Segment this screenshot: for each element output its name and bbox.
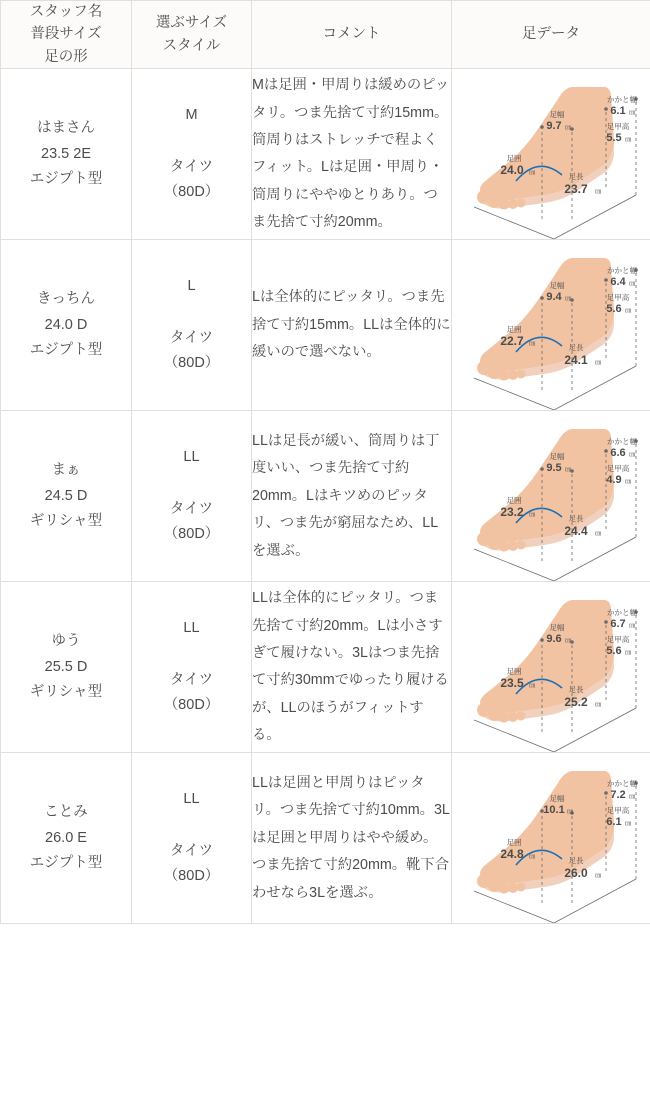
column-header-footdata (452, 1, 650, 69)
column-header-comment (252, 1, 452, 69)
label-instep-height: 足甲高 (606, 122, 629, 132)
unit-foot-length: ㎝ (594, 359, 601, 367)
header-line: スタッフ名 (29, 4, 103, 20)
foot-illustration (454, 69, 649, 239)
unit-heel-width: ㎝ (628, 109, 635, 117)
value-foot-width: 9.7 (545, 120, 562, 133)
staff-cell (1, 753, 132, 924)
style-line-2: （80D） (163, 184, 220, 201)
label-instep-height: 足甲高 (606, 293, 629, 303)
label-foot-width: 足幅 (549, 623, 564, 633)
staff-foot-shape: エジプト型 (29, 855, 103, 872)
staff-foot-shape: ギリシャ型 (29, 513, 103, 530)
staff-name: はまさん (37, 120, 95, 137)
staff-name: まぁ (51, 462, 81, 479)
column-header-staff (1, 1, 132, 69)
staff-foot-shape: エジプト型 (29, 171, 103, 188)
value-foot-girth: 24.8 (499, 847, 524, 862)
style-line-2: （80D） (163, 868, 220, 885)
staff-usual-size: 23.5 2E (41, 145, 91, 162)
value-instep-height: 5.6 (605, 645, 622, 658)
staff-usual-size: 24.5 D (44, 487, 88, 504)
label-foot-girth: 足囲 (506, 325, 521, 335)
label-foot-width: 足幅 (549, 794, 564, 804)
comment-cell: LLは全体的にピッタリ。つま先捨て寸約20mm。Lは小さすぎて履けない。3Lはつま先捨て寸約30mmでゆったり履けるが、LLのほうがフィットする。 (252, 582, 452, 753)
table-row (1, 582, 650, 753)
chosen-style (132, 155, 251, 206)
label-heel-width: かかと幅 (606, 779, 637, 789)
unit-foot-width: ㎝ (564, 637, 571, 645)
chosen-style (132, 668, 251, 719)
unit-foot-width: ㎝ (564, 124, 571, 132)
table-header (1, 1, 650, 69)
comment-cell: LLは足囲と甲周りはピッタリ。つま先捨て寸約10mm。3Lは足囲と甲周りはやや緩め。つま先捨て寸約20mm。靴下合わせなら3Lを選ぶ。 (252, 753, 452, 924)
header-line: 普段サイズ (30, 26, 102, 43)
staff-usual-size: 25.5 D (44, 658, 88, 675)
foot-data-cell (452, 240, 650, 411)
style-line-2: （80D） (163, 697, 220, 714)
unit-foot-width: ㎝ (564, 466, 571, 474)
staff-cell (1, 582, 132, 753)
unit-instep-height: ㎝ (624, 136, 631, 144)
value-foot-width: 9.5 (545, 462, 562, 475)
comment-cell: Mは足囲・甲周りは緩めのピッタリ。つま先捨て寸約15mm。筒周りはストレッチで程よくフィット。Lは足囲・甲周り・筒周りにややゆとりあり。つま先捨て寸約20mm。 (252, 69, 452, 240)
unit-instep-height: ㎝ (624, 307, 631, 315)
label-foot-length: 足長 (568, 856, 583, 866)
staff-cell (1, 411, 132, 582)
table-row (1, 69, 650, 240)
foot-diagram (454, 69, 649, 239)
unit-heel-width: ㎝ (628, 451, 635, 459)
foot-shape (477, 600, 614, 723)
unit-foot-length: ㎝ (594, 530, 601, 538)
staff-name: きっちん (37, 291, 95, 308)
label-heel-width: かかと幅 (606, 437, 637, 447)
foot-diagram (454, 411, 649, 581)
staff-cell (1, 69, 132, 240)
style-line-1: タイツ (169, 329, 214, 346)
value-heel-width: 6.1 (609, 105, 626, 118)
foot-illustration (454, 582, 649, 752)
table-row (1, 753, 650, 924)
chosen-style (132, 839, 251, 890)
foot-illustration (454, 240, 649, 410)
choice-cell (132, 753, 252, 924)
style-line-1: タイツ (169, 500, 214, 517)
value-foot-length: 24.4 (563, 524, 588, 539)
label-foot-length: 足長 (568, 172, 583, 182)
staff-usual-size: 24.0 D (44, 316, 88, 333)
foot-shape (477, 429, 614, 552)
chosen-size: LL (183, 791, 200, 808)
foot-shape (477, 771, 614, 894)
chosen-size: LL (183, 620, 200, 637)
value-instep-height: 5.6 (605, 303, 622, 316)
staff-foot-shape: ギリシャ型 (29, 684, 103, 701)
value-foot-girth: 24.0 (499, 163, 524, 178)
value-foot-width: 10.1 (542, 804, 565, 817)
value-foot-girth: 22.7 (499, 334, 524, 349)
foot-data-cell (452, 753, 650, 924)
unit-foot-width: ㎝ (566, 808, 573, 816)
header-line: 足の形 (44, 48, 88, 65)
foot-diagram (454, 582, 649, 752)
label-foot-width: 足幅 (549, 281, 564, 291)
unit-foot-width: ㎝ (564, 295, 571, 303)
value-foot-width: 9.4 (545, 291, 562, 304)
style-line-2: （80D） (163, 526, 220, 543)
comment-cell: Lは全体的にピッタリ。つま先捨て寸約15mm。LLは全体的に緩いので選べない。 (252, 240, 452, 411)
label-foot-girth: 足囲 (506, 496, 521, 506)
value-foot-length: 24.1 (563, 353, 588, 368)
unit-instep-height: ㎝ (624, 649, 631, 657)
value-foot-girth: 23.5 (499, 676, 524, 691)
choice-cell (132, 582, 252, 753)
foot-data-cell (452, 582, 650, 753)
header-line: スタイル (162, 37, 221, 54)
label-foot-length: 足長 (568, 343, 583, 353)
staff-usual-size: 26.0 E (45, 829, 87, 846)
label-foot-girth: 足囲 (506, 154, 521, 164)
header-line: コメント (322, 26, 381, 43)
value-foot-length: 26.0 (563, 866, 588, 881)
unit-foot-length: ㎝ (594, 701, 601, 709)
value-instep-height: 4.9 (605, 474, 622, 487)
foot-data-cell (452, 411, 650, 582)
value-foot-girth: 23.2 (499, 505, 524, 520)
label-heel-width: かかと幅 (606, 95, 637, 105)
chosen-size: M (185, 107, 198, 124)
table-body (1, 69, 650, 924)
foot-diagram (454, 753, 649, 923)
header-line: 選ぶサイズ (155, 15, 228, 32)
unit-foot-girth: ㎝ (528, 682, 535, 690)
foot-data-cell (452, 69, 650, 240)
foot-shape (477, 258, 614, 381)
label-heel-width: かかと幅 (606, 608, 637, 618)
staff-name: ゆう (51, 633, 81, 650)
value-heel-width: 6.6 (609, 447, 626, 460)
style-line-1: タイツ (169, 842, 214, 859)
style-line-1: タイツ (169, 671, 214, 688)
unit-foot-girth: ㎝ (528, 340, 535, 348)
label-instep-height: 足甲高 (606, 806, 629, 816)
label-instep-height: 足甲高 (606, 635, 629, 645)
label-foot-width: 足幅 (549, 110, 564, 120)
unit-foot-length: ㎝ (594, 188, 601, 196)
foot-shape (477, 87, 614, 210)
header-row (1, 1, 650, 69)
label-instep-height: 足甲高 (606, 464, 629, 474)
unit-heel-width: ㎝ (628, 793, 635, 801)
unit-instep-height: ㎝ (624, 820, 631, 828)
unit-instep-height: ㎝ (624, 478, 631, 486)
value-heel-width: 6.7 (609, 618, 626, 631)
staff-name: ことみ (44, 804, 88, 821)
choice-cell (132, 240, 252, 411)
staff-foot-shape: エジプト型 (29, 342, 103, 359)
value-foot-length: 23.7 (563, 182, 588, 197)
style-line-2: （80D） (163, 355, 220, 372)
foot-illustration (454, 753, 649, 923)
column-header-choice (132, 1, 252, 69)
unit-foot-girth: ㎝ (528, 853, 535, 861)
value-instep-height: 6.1 (605, 816, 622, 829)
unit-foot-girth: ㎝ (528, 511, 535, 519)
unit-heel-width: ㎝ (628, 622, 635, 630)
unit-heel-width: ㎝ (628, 280, 635, 288)
foot-illustration (454, 411, 649, 581)
style-line-1: タイツ (169, 158, 214, 175)
label-foot-girth: 足囲 (506, 667, 521, 677)
chosen-style (132, 497, 251, 548)
value-foot-width: 9.6 (545, 633, 562, 646)
chosen-style (132, 326, 251, 377)
value-instep-height: 5.5 (605, 132, 622, 145)
value-heel-width: 7.2 (609, 789, 626, 802)
choice-cell (132, 411, 252, 582)
label-foot-width: 足幅 (549, 452, 564, 462)
label-foot-length: 足長 (568, 514, 583, 524)
staff-cell (1, 240, 132, 411)
choice-cell (132, 69, 252, 240)
table-row (1, 411, 650, 582)
header-line: 足データ (522, 26, 580, 43)
unit-foot-length: ㎝ (594, 872, 601, 880)
label-heel-width: かかと幅 (606, 266, 637, 276)
value-foot-length: 25.2 (563, 695, 588, 710)
chosen-size: L (187, 278, 196, 295)
table-row (1, 240, 650, 411)
chosen-size: LL (183, 449, 200, 466)
foot-diagram (454, 240, 649, 410)
label-foot-length: 足長 (568, 685, 583, 695)
label-foot-girth: 足囲 (506, 838, 521, 848)
unit-foot-girth: ㎝ (528, 169, 535, 177)
value-heel-width: 6.4 (609, 276, 626, 289)
comment-cell: LLは足長が緩い、筒周りは丁度いい、つま先捨て寸約20mm。Lはキツめのピッタリ、つま先が窮屈なため、LLを選ぶ。 (252, 411, 452, 582)
